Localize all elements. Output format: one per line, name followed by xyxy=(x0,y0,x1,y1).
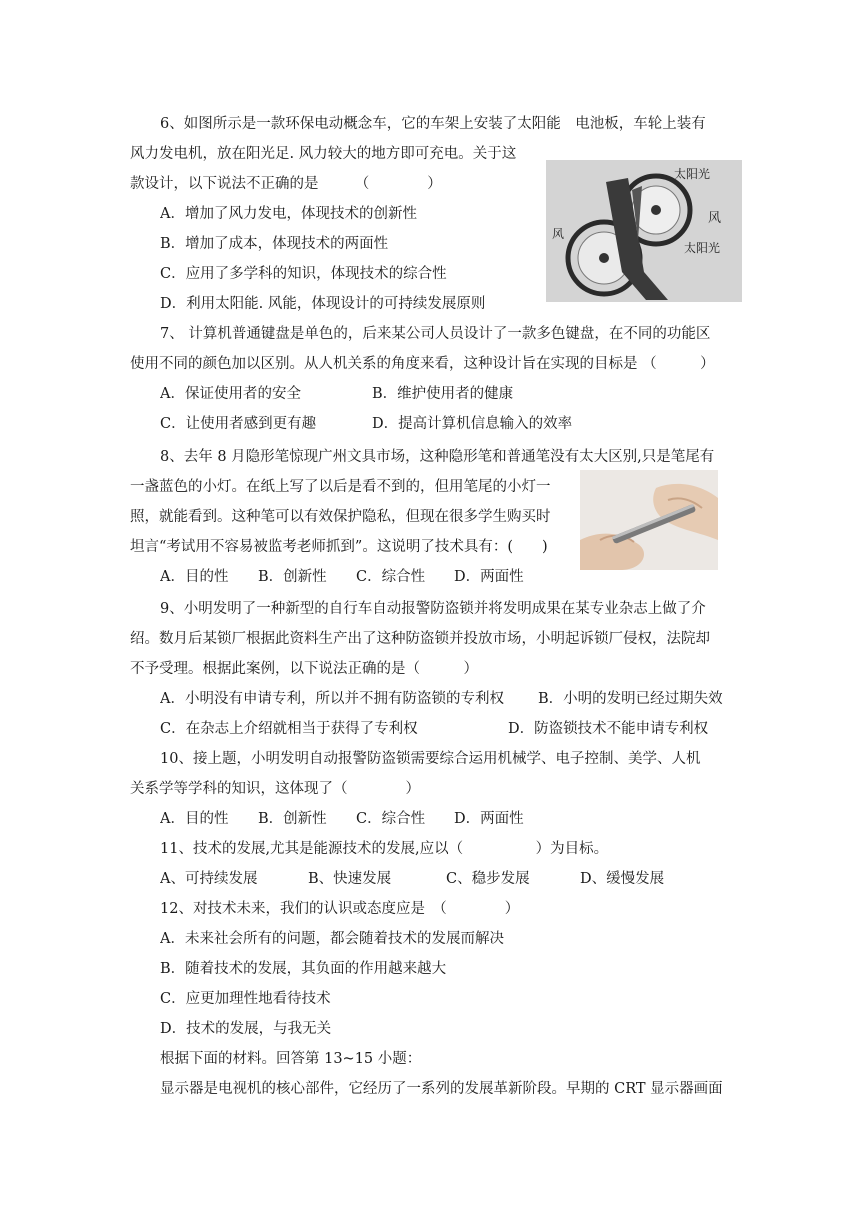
q8-text-line-4: 坦言“考试用不容易被监考老师抓到”。这说明了技术具有：( ) xyxy=(130,539,548,555)
bike-label-wind-right: 风 xyxy=(708,211,722,226)
q11-text: 11、技术的发展,尤其是能源技术的发展,应以（ ）为目标。 xyxy=(160,841,609,857)
q6-option-c: C．应用了多学科的知识，体现技术的综合性 xyxy=(160,266,447,282)
q10-text-line-1: 10、接上题，小明发明自动报警防盗锁需要综合运用机械学、电子控制、美学、人机 xyxy=(160,751,701,767)
q7-text-line-2: 使用不同的颜色加以区别。从人机关系的角度来看，这种设计旨在实现的目标是 （ ） xyxy=(130,356,715,372)
q9-option-d: D．防盗锁技术不能申请专利权 xyxy=(508,721,709,737)
q11-option-c: C、稳步发展 xyxy=(446,871,530,887)
q9-text-line-2: 绍。数月后某锁厂根据此资料生产出了这种防盗锁并投放市场，小明起诉锁厂侵权，法院却 xyxy=(130,631,710,647)
invisible-pen-image xyxy=(580,470,718,570)
pen-illustration xyxy=(580,470,718,570)
q12-option-a: A．未来社会所有的问题，都会随着技术的发展而解决 xyxy=(160,931,504,947)
bike-illustration xyxy=(546,160,742,302)
q12-text: 12、对技术未来，我们的认识或态度应是 （ ） xyxy=(160,901,520,917)
bike-label-sunlight-bottom: 太阳光 xyxy=(684,241,721,255)
q9-options-row-2 xyxy=(160,715,760,743)
q8-option-d: D．两面性 xyxy=(454,569,524,585)
q11-option-d: D、缓慢发展 xyxy=(580,871,665,887)
q12-option-d: D．技术的发展，与我无关 xyxy=(160,1021,332,1037)
q7-option-c: C．让使用者感到更有趣 xyxy=(160,416,317,432)
q9-option-c: C．在杂志上介绍就相当于获得了专利权 xyxy=(160,721,418,737)
q9-options-row-1 xyxy=(160,685,760,713)
q7-option-a: A．保证使用者的安全 xyxy=(160,386,301,402)
bike-concept-image xyxy=(546,160,742,302)
q10-options-row xyxy=(160,805,760,833)
q10-option-a: A．目的性 xyxy=(160,811,229,827)
material-text-line-1: 显示器是电视机的核心部件，它经历了一系列的发展革新阶段。早期的 CRT 显示器画面 xyxy=(160,1081,723,1097)
q11-option-b: B、快速发展 xyxy=(308,871,392,887)
q8-text-line-2: 一盏蓝色的小灯。在纸上写了以后是看不到的，但用笔尾的小灯一 xyxy=(130,479,551,495)
q10-option-c: C．综合性 xyxy=(356,811,426,827)
q7-text-line-1: 7、 计算机普通键盘是单色的，后来某公司人员设计了一款多色键盘，在不同的功能区 xyxy=(160,326,711,342)
q6-option-a: A．增加了风力发电，体现技术的创新性 xyxy=(160,206,417,222)
material-intro: 根据下面的材料。回答第 13~15 小题： xyxy=(160,1051,422,1067)
q9-option-a: A．小明没有申请专利，所以并不拥有防盗锁的专利权 xyxy=(160,691,504,707)
q9-text-line-3: 不予受理。根据此案例，以下说法正确的是（ ） xyxy=(130,661,478,677)
q12-option-c: C．应更加理性地看待技术 xyxy=(160,991,331,1007)
q9-text-line-1: 9、小明发明了一种新型的自行车自动报警防盗锁并将发明成果在某专业杂志上做了介 xyxy=(160,601,706,617)
q11-options-row xyxy=(160,865,760,893)
q8-option-b: B．创新性 xyxy=(258,569,327,585)
q6-text-line-1: 6、如图所示是一款环保电动概念车，它的车架上安装了太阳能 电池板，车轮上装有 xyxy=(160,116,706,132)
q6-text-line-2: 风力发电机，放在阳光足. 风力较大的地方即可充电。关于这 xyxy=(130,146,517,162)
q8-option-c: C．综合性 xyxy=(356,569,426,585)
bike-label-sunlight-top: 太阳光 xyxy=(674,167,711,181)
q7-option-b: B．维护使用者的健康 xyxy=(372,386,514,402)
q8-text-line-3: 照，就能看到。这种笔可以有效保护隐私，但现在很多学生购买时 xyxy=(130,509,551,525)
q12-option-b: B．随着技术的发展，其负面的作用越来越大 xyxy=(160,961,447,977)
q8-option-a: A．目的性 xyxy=(160,569,229,585)
q7-option-d: D．提高计算机信息输入的效率 xyxy=(372,416,573,432)
bike-label-wind-left: 风 xyxy=(552,227,565,241)
q6-option-d: D．利用太阳能. 风能，体现设计的可持续发展原则 xyxy=(160,296,486,312)
q10-text-line-2: 关系学等学科的知识，这体现了（ ） xyxy=(130,781,420,797)
q7-options-row-1 xyxy=(160,380,760,408)
q6-option-b: B．增加了成本，体现技术的两面性 xyxy=(160,236,389,252)
q9-option-b: B．小明的发明已经过期失效 xyxy=(538,691,723,707)
q8-text-line-1: 8、去年 8 月隐形笔惊现广州文具市场，这种隐形笔和普通笔没有太大区别,只是笔尾有 xyxy=(160,449,715,465)
q7-options-row-2 xyxy=(160,410,760,438)
q10-option-d: D．两面性 xyxy=(454,811,524,827)
q11-option-a: A、可持续发展 xyxy=(160,871,258,887)
q10-option-b: B．创新性 xyxy=(258,811,327,827)
q6-text-line-3: 款设计，以下说法不正确的是 （ ） xyxy=(130,176,442,192)
